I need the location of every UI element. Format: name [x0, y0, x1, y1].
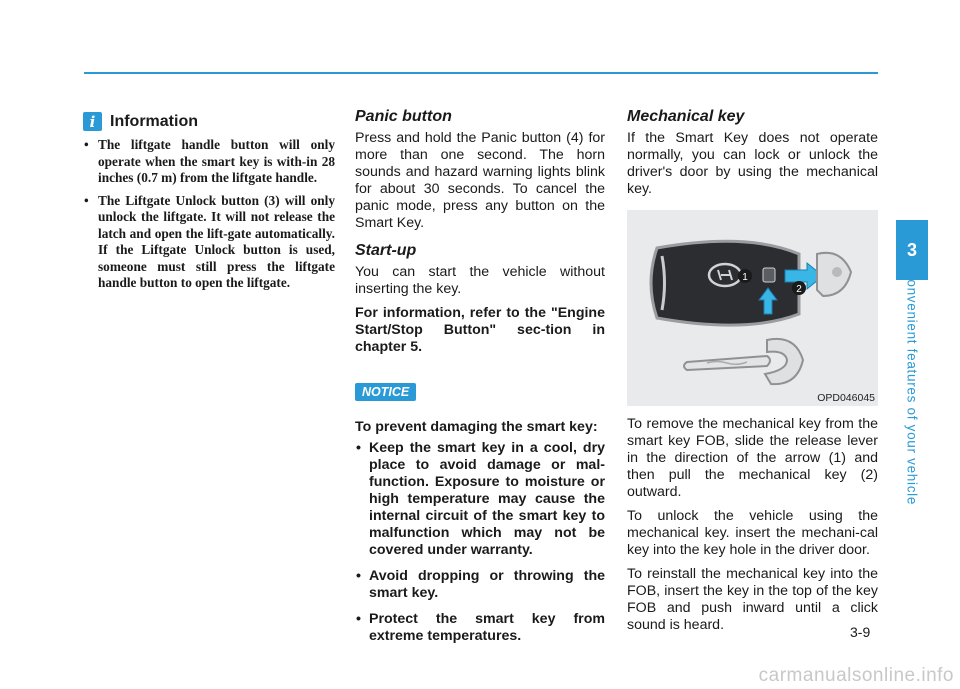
notice-badge: NOTICE — [355, 383, 416, 401]
mechanical-unlock-text: To unlock the vehicle using the mechanical key. insert the mechani-cal key into the key hole in the driver door. — [627, 508, 878, 558]
panic-body: Press and hold the Panic button (4) for more than one second. The horn sounds and hazard warning lights blink for about 30 seconds. To cancel the panic mode, press any button on the Smart Key. — [355, 130, 605, 231]
figure-code: OPD046045 — [817, 392, 875, 404]
smart-key-figure — [627, 210, 878, 406]
information-header — [83, 112, 335, 131]
notice-item: • Avoid dropping or throwing the smart key. — [355, 568, 605, 602]
information-list — [83, 137, 335, 292]
startup-reference: For information, refer to the "Engine Start/Stop Button" sec-tion in chapter 5. — [355, 305, 605, 355]
notice-item: • Keep the smart key in a cool, dry place to avoid damage or mal-function. Exposure to moisture or high temperature may cause the internal circuit of the smart key to malfunction which may not be covered under warranty. — [355, 440, 605, 559]
information-item: • The Liftgate Unlock button (3) will only unlock the liftgate. It will not release the latch and open the lift-gate automatically. If the Liftgate Unlock button is used, someone must still press the liftgate handle button to open the liftgate. — [83, 193, 335, 292]
mechanical-intro: If the Smart Key does not operate normally, you can lock or unlock the driver's door by using the mechanical key. — [627, 130, 878, 197]
notice-lead: To prevent damaging the smart key: — [355, 419, 598, 435]
panic-heading: Panic button — [355, 108, 452, 125]
watermark: carmanualsonline.info — [758, 665, 954, 686]
chapter-tab: 3 — [896, 220, 928, 280]
figure-label-1: 1 — [742, 272, 748, 283]
notice-item: • Protect the smart key from extreme temperatures. — [355, 611, 605, 645]
mechanical-heading: Mechanical key — [627, 108, 745, 125]
middle-column — [355, 108, 605, 654]
top-rule — [84, 72, 878, 74]
startup-body: You can start the vehicle without inserting the key. — [355, 264, 605, 297]
info-icon: i — [83, 112, 102, 131]
figure-label-2: 2 — [796, 284, 802, 295]
smart-key-illustration — [627, 210, 878, 406]
mechanical-column — [627, 108, 878, 641]
page-number: 3-9 — [850, 624, 871, 640]
mechanical-reinstall-text: To reinstall the mechanical key into the FOB, insert the key in the top of the key FOB and push inward until a click sound is heard. — [627, 566, 878, 633]
information-item: • The liftgate handle button will only operate when the smart key is with-in 28 inches (0.7 m) from the liftgate handle. — [83, 137, 335, 187]
chapter-title: Convenient features of your vehicle — [904, 268, 920, 506]
mechanical-remove-text: To remove the mechanical key from the smart key FOB, slide the release lever in the direction of the arrow (1) and then pull the mechanical key (2) outward. — [627, 416, 878, 500]
notice-list — [355, 440, 605, 645]
information-column — [83, 108, 335, 298]
information-title: Information — [110, 112, 198, 130]
startup-heading: Start-up — [355, 242, 417, 259]
